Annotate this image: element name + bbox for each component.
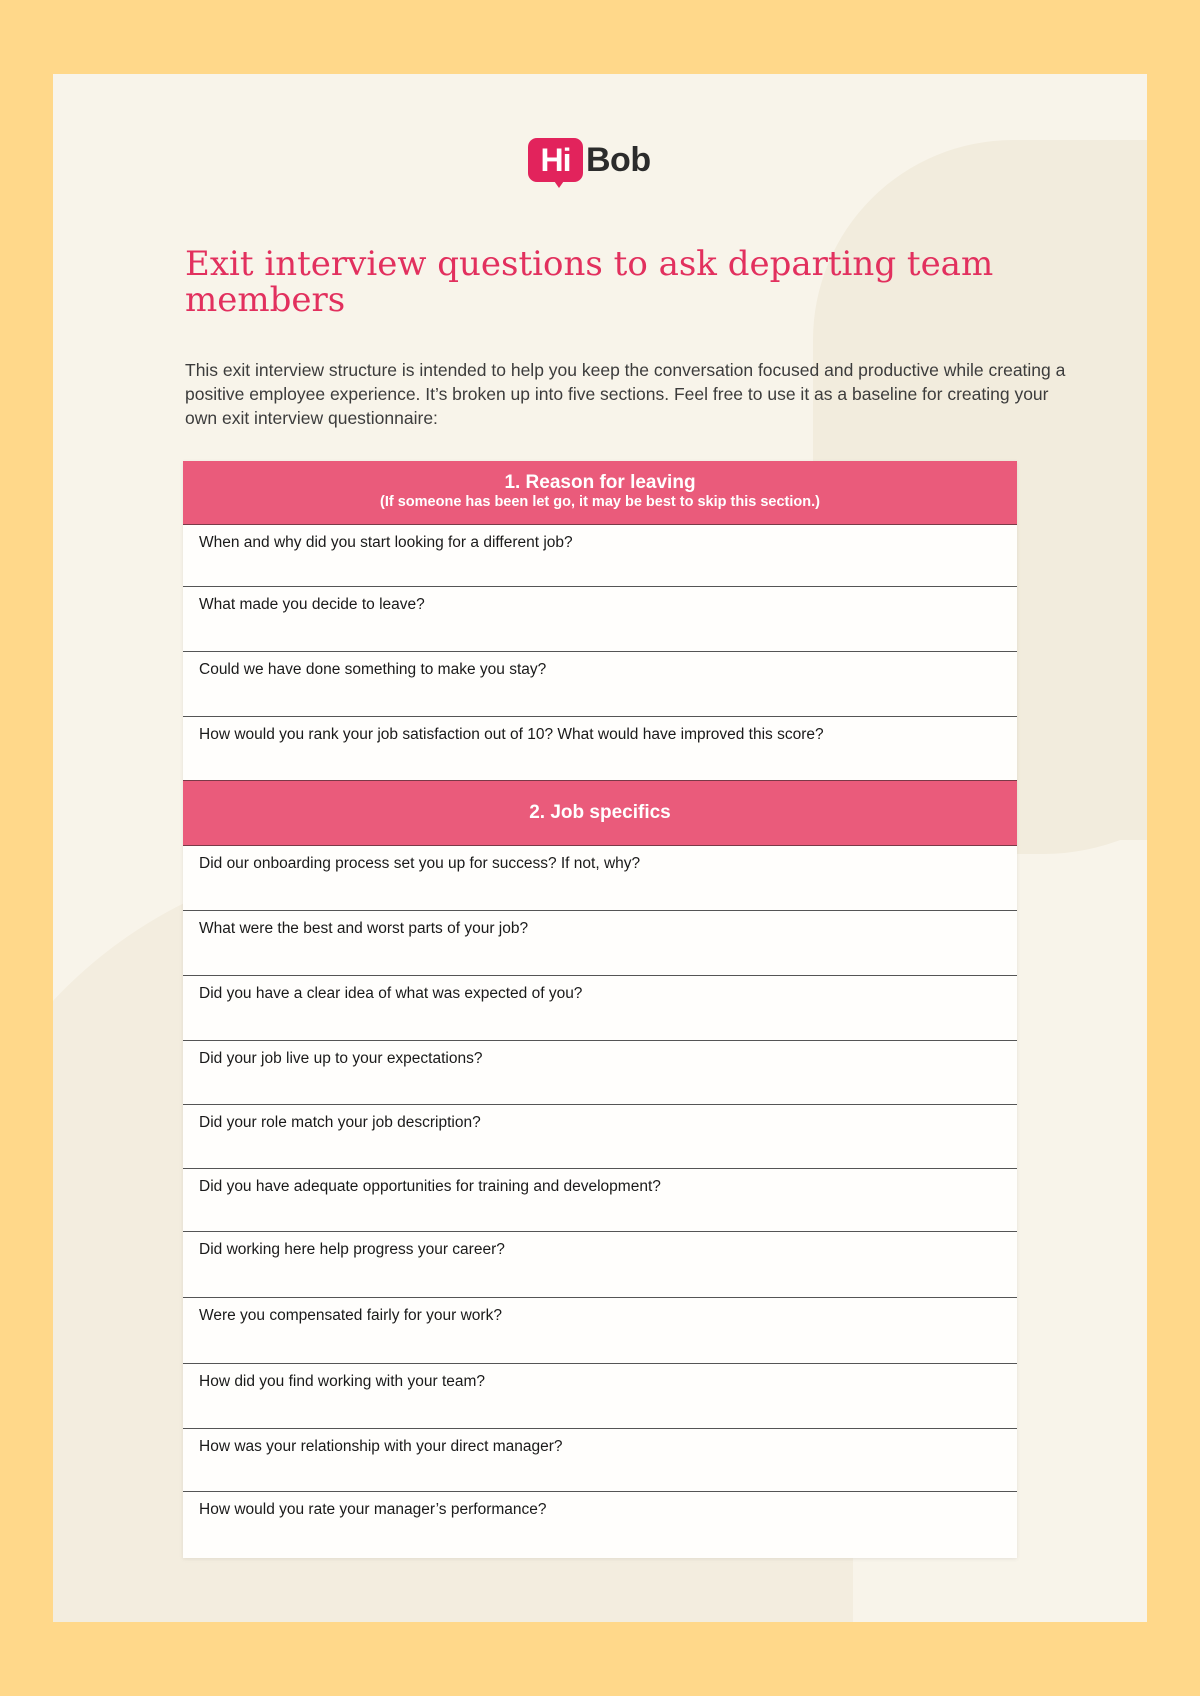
question-row: Did you have adequate opportunities for training and development? [183, 1169, 1017, 1232]
question-row: How would you rank your job satisfaction out of 10? What would have improved this score? [199, 726, 824, 743]
question-row: Did your role match your job description? [183, 1105, 1017, 1169]
question-row: How did you find working with your team? [183, 1364, 1017, 1429]
questions-table [183, 461, 1017, 1558]
question-row: Did you have a clear idea of what was expected of you? [183, 976, 1017, 1041]
logo-speech-tail [552, 178, 566, 188]
section-title: 1. Reason for leaving [504, 472, 696, 493]
question-row: Were you compensated fairly for your work? [183, 1298, 1017, 1364]
page-title: Exit interview questions to ask departing team members [185, 244, 994, 320]
section-header-job-specifics [183, 780, 1017, 846]
question-row: Did working here help progress your career? [183, 1232, 1017, 1298]
question-row: What were the best and worst parts of your job? [183, 911, 1017, 976]
question-row: How would you rate your manager’s performance? [199, 1501, 547, 1518]
logo-bob-text: Bob [586, 141, 651, 179]
question-row: Did your job live up to your expectations? [183, 1041, 1017, 1105]
intro-paragraph: This exit interview structure is intended to help you keep the conversation focused and productive while creating a positive employee experience. It’s broken up into five sections. Feel free to use it as a baseline for creating your own exit interview questionnaire: [185, 360, 1066, 428]
question-row: When and why did you start looking for a different job? [183, 525, 1017, 587]
hibob-logo [528, 138, 668, 190]
section-header-reason-for-leaving [183, 461, 1017, 525]
question-row: How was your relationship with your direct manager? [183, 1429, 1017, 1492]
document-page [53, 74, 1147, 1622]
section-title: 2. Job specifics [529, 802, 671, 823]
logo-hi-badge: Hi [528, 138, 583, 182]
question-row: What made you decide to leave? [183, 587, 1017, 652]
question-row: Could we have done something to make you stay? [183, 652, 1017, 717]
question-row: Did our onboarding process set you up for success? If not, why? [183, 846, 1017, 911]
section-note: (If someone has been let go, it may be best to skip this section.) [380, 494, 820, 510]
